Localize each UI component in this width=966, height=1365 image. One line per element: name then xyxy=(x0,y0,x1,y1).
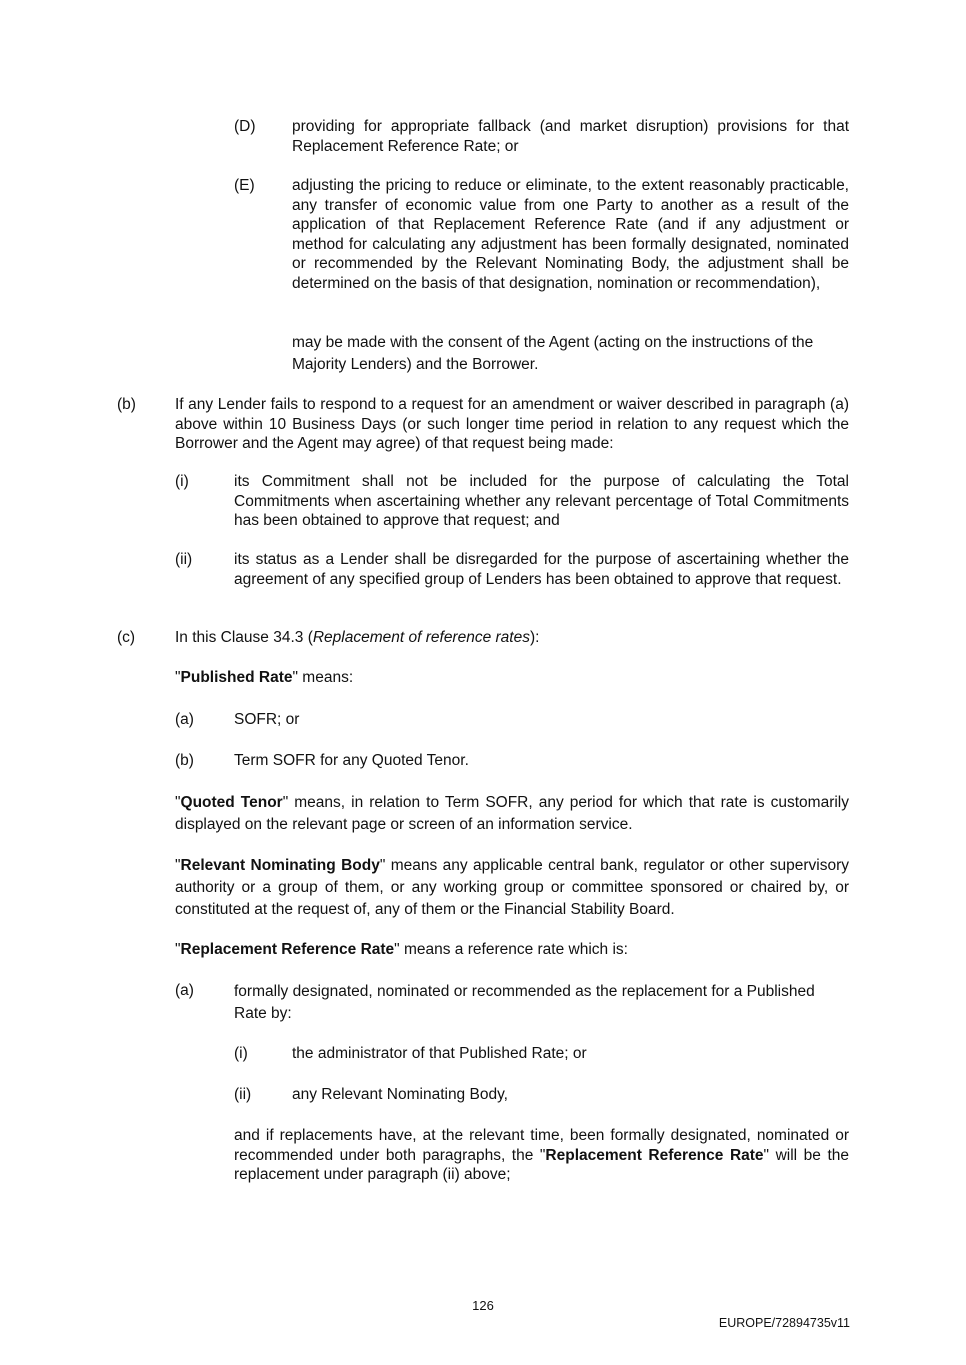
list-label-pub-b: (b) xyxy=(175,752,194,769)
item-label-D: (D) xyxy=(234,118,256,135)
subitem-label-b-ii: (ii) xyxy=(175,551,193,568)
subitem-text-b-i: its Commitment shall not be included for the purpose of calculating the Total Commitments when ascertaining whether any relevant percentage of Total Commitments has been obtained to approve that request; and xyxy=(234,473,849,529)
definition-replacement-reference-rate: "Replacement Reference Rate" means a reference rate which is: xyxy=(175,941,628,958)
item-text-E: adjusting the pricing to reduce or eliminate, to the extent reasonably practicable, any transfer of economic value from one Party to another as a result of the application of that Replacement Reference Rate (and if any adjustment or method for calculating any adjustment has been formally designated, nominated or recommended by the Relevant Nominating Body, the adjustment shall be determined on the basis of that designation, nomination or recommendation), xyxy=(292,177,849,292)
document-reference: EUROPE/72894735v11 xyxy=(718,1316,850,1330)
list-text-rep-a: formally designated, nominated or recommended as the replacement for a Published Rate by: xyxy=(234,983,815,1022)
paragraph-text-b: If any Lender fails to respond to a request for an amendment or waiver described in paragraph (a) above within 10 Business Days (or such longer time period in relation to any request which the Borrower and the Agent may agree) of that request being made: xyxy=(175,396,849,452)
list-label-pub-a: (a) xyxy=(175,711,194,728)
list-text-rep-a-i: the administrator of that Published Rate; or xyxy=(292,1045,587,1062)
list-text-rep-a-ii: any Relevant Nominating Body, xyxy=(292,1086,508,1103)
item-text-D: providing for appropriate fallback (and market disruption) provisions for that Replacement Reference Rate; or xyxy=(292,118,849,155)
list-label-rep-a: (a) xyxy=(175,982,194,999)
list-label-rep-a-ii: (ii) xyxy=(234,1086,252,1103)
paragraph-label-b: (b) xyxy=(117,396,136,413)
item-label-E: (E) xyxy=(234,177,255,194)
defined-term: Relevant Nominating Body xyxy=(180,857,380,874)
defined-term: Replacement Reference Rate xyxy=(180,941,395,958)
definition-quoted-tenor: "Quoted Tenor" means, in relation to Term SOFR, any period for which that rate is customarily displayed on the relevant page or screen of an information service. xyxy=(175,794,849,833)
replacement-tail-paragraph: and if replacements have, at the relevant time, been formally designated, nominated or recommended under both paragraphs, the "Replacement Reference Rate" will be the replacement under paragraph (ii) above; xyxy=(234,1127,850,1183)
clause-title: Replacement of reference rates xyxy=(312,629,530,646)
list-text-pub-b: Term SOFR for any Quoted Tenor. xyxy=(234,752,469,769)
paragraph-text-c: In this Clause 34.3 (Replacement of reference rates): xyxy=(175,629,540,646)
subitem-label-b-i: (i) xyxy=(175,473,189,490)
consent-paragraph: may be made with the consent of the Agent (acting on the instructions of the Majority Lenders) and the Borrower. xyxy=(292,334,814,373)
paragraph-label-c: (c) xyxy=(117,629,136,646)
definition-published-rate: "Published Rate" means: xyxy=(175,669,354,686)
page-number: 126 xyxy=(472,1298,494,1313)
defined-term: Replacement Reference Rate xyxy=(545,1146,764,1164)
list-label-rep-a-i: (i) xyxy=(234,1045,248,1062)
subitem-text-b-ii: its status as a Lender shall be disregarded for the purpose of ascertaining whether the agreement of any specified group of Lenders has been obtained to approve that request. xyxy=(234,551,849,588)
defined-term: Published Rate xyxy=(180,669,293,686)
list-text-pub-a: SOFR; or xyxy=(234,711,300,728)
definition-relevant-nominating-body: "Relevant Nominating Body" means any applicable central bank, regulator or other supervisory authority or a group of them, or any working group or committee sponsored or chaired by, or constituted at the request of, any of them or the Financial Stability Board. xyxy=(175,857,850,918)
defined-term: Quoted Tenor xyxy=(180,794,283,811)
